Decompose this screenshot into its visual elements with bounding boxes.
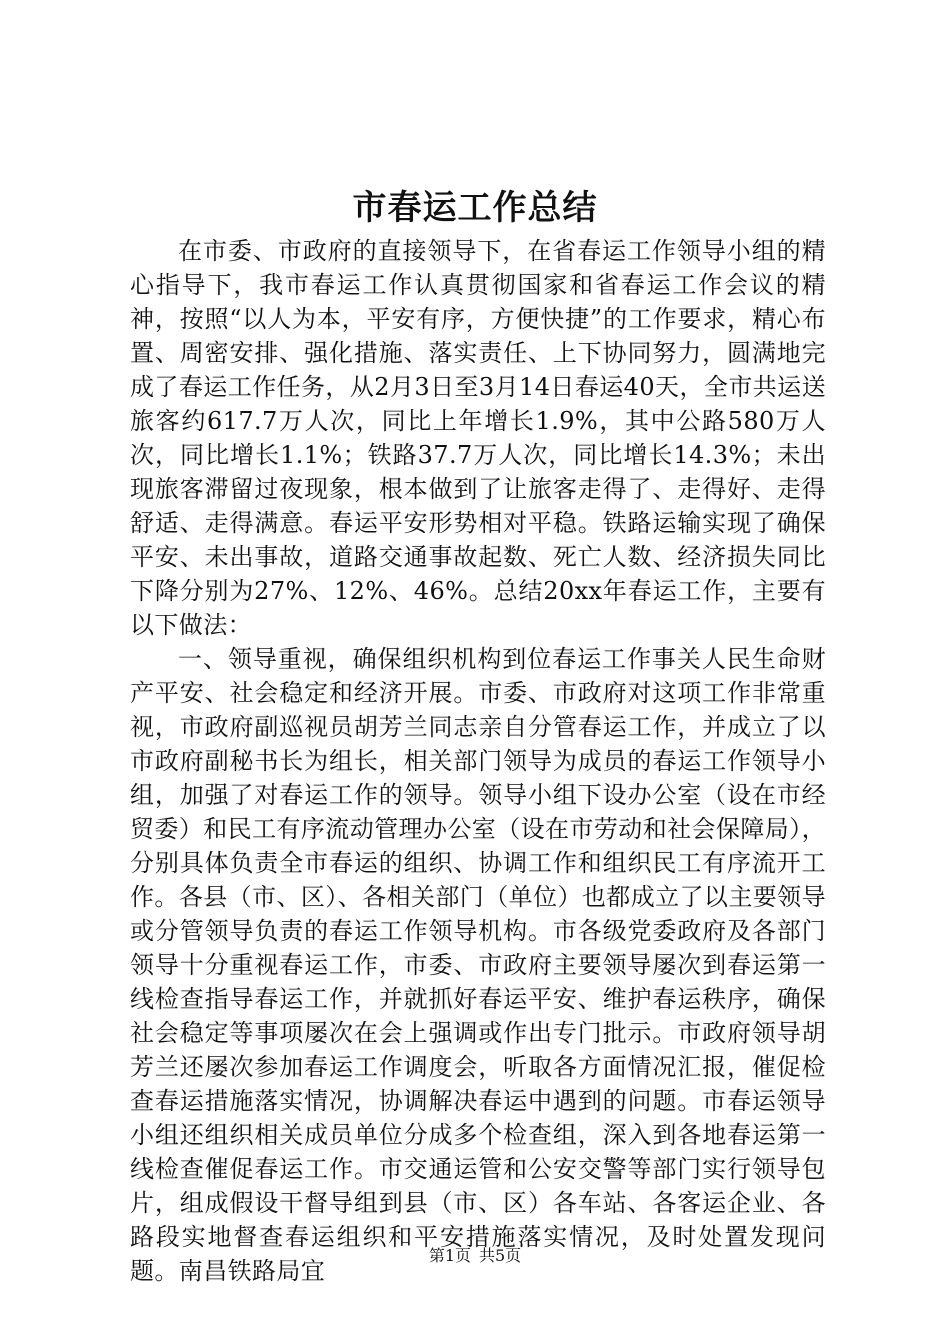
page-total: 共5页 bbox=[479, 1246, 522, 1265]
page-footer bbox=[0, 1244, 950, 1268]
page-title: 市春运工作总结 bbox=[352, 188, 598, 228]
paragraph-intro: 在市委、市政府的直接领导下，在省春运工作领导小组的精心指导下，我市春运工作认真贯彻国家和省春运工作会议的精神，按照“以人为本，平安有序，方便快捷”的工作要求，精心布置、周密安排、强化措施、落实责任、上下协同努力，圆满地完成了春运工作任务，从2月3日至3月14日春运40天，全市共运送旅客约617.7万人次，同比上年增长1.9%，其中公路580万人次，同比增长1.1%；铁路37.7万人次，同比增长14.3%；未出现旅客滞留过夜现象，根本做到了让旅客走得了、走得好、走得舒适、走得满意。春运平安形势相对平稳。铁路运输实现了确保平安、未出事故，道路交通事故起数、死亡人数、经济损失同比下降分别为27%、12%、46%。总结20xx年春运工作，主要有以下做法： bbox=[130, 237, 826, 639]
document-body bbox=[130, 234, 826, 1288]
paragraph-section-one: 一、领导重视，确保组织机构到位春运工作事关人民生命财产平安、社会稳定和经济开展。市委、市政府对这项工作非常重视，市政府副巡视员胡芳兰同志亲自分管春运工作，并成立了以市政府副秘书长为组长，相关部门领导为成员的春运工作领导小组，加强了对春运工作的领导。领导小组下设办公室（设在市经贸委）和民工有序流动管理办公室（设在市劳动和社会保障局），分别具体负责全市春运的组织、协调工作和组织民工有序流开工作。各县（市、区）、各相关部门（单位）也都成立了以主要领导或分管领导负责的春运工作领导机构。市各级党委政府及各部门领导十分重视春运工作，市委、市政府主要领导屡次到春运第一线检查指导春运工作，并就抓好春运平安、维护春运秩序，确保社会稳定等事项屡次在会上强调或作出专门批示。市政府领导胡芳兰还屡次参加春运工作调度会，听取各方面情况汇报，催促检查春运措施落实情况，协调解决春运中遇到的问题。市春运领导小组还组织相关成员单位分成多个检查组，深入到各地春运第一线检查催促春运工作。市交通运管和公安交警等部门实行领导包片，组成假设干督导组到县（市、区）各车站、各客运企业、各路段实地督查春运组织和平安措施落实情况，及时处置发现问题。南昌铁路局宜 bbox=[130, 645, 826, 1285]
page-number: 第1页 bbox=[428, 1246, 471, 1265]
